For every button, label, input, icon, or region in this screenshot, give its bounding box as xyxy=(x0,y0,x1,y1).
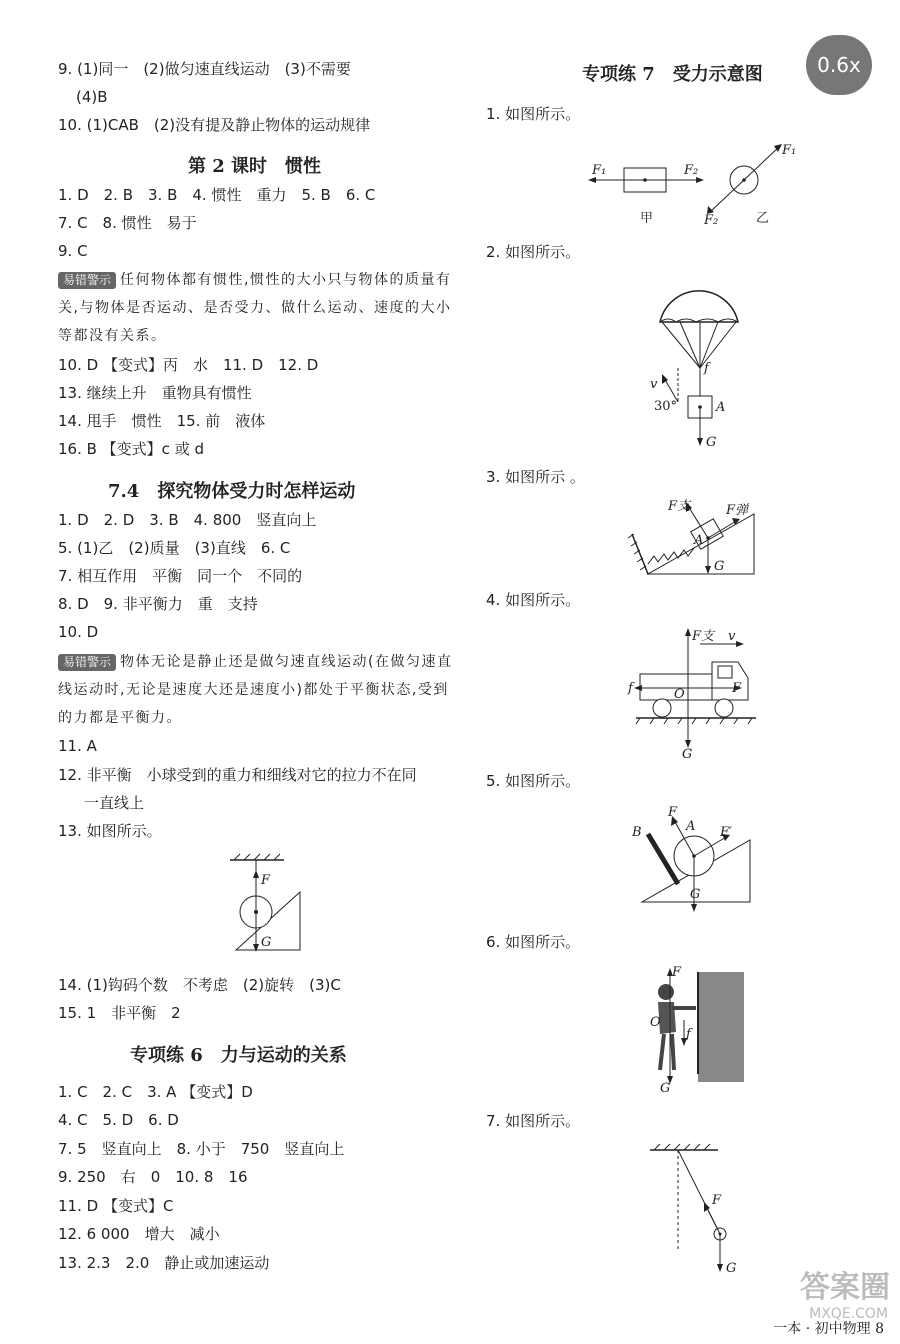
answer-line: 5. (1)乙 (2)质量 (3)直线 6. C xyxy=(58,539,291,557)
label-F-support: F支 xyxy=(668,499,691,514)
warning-badge: 易错警示 xyxy=(58,272,116,289)
label-yi: 乙 xyxy=(756,211,770,226)
watermark-url: MXQE.COM xyxy=(809,1306,888,1322)
label-A: A xyxy=(686,819,696,834)
answer-line: 8. D 9. 非平衡力 重 支持 xyxy=(58,595,258,613)
label-G: G xyxy=(660,1081,671,1096)
watermark-logo: 答案圈 xyxy=(800,1270,890,1305)
answer-line: 4. C 5. D 6. D xyxy=(58,1111,179,1129)
error-warning-note xyxy=(58,266,453,350)
label-F1: F₁ xyxy=(782,143,797,158)
figure-7-pendulum xyxy=(646,1140,756,1276)
label-angle: 30° xyxy=(654,399,678,414)
answer-line: 10. D 【变式】丙 水 11. D 12. D xyxy=(58,356,319,374)
answer-line: 2. 如图所示。 xyxy=(486,243,581,261)
answer-line: 11. A xyxy=(58,737,97,755)
label-G: G xyxy=(706,435,717,450)
label-G: G xyxy=(726,1261,737,1276)
note-text: 任何物体都有惯性,惯性的大小只与物体的质量有关,与物体是否运动、是否受力、做什么运动、速度的大小等都没有关系。 xyxy=(58,272,452,344)
label-F-support: F支 xyxy=(692,629,715,644)
label-F: F xyxy=(672,965,682,980)
label-F2: F₂ xyxy=(684,163,699,178)
label-F-spring: F弹 xyxy=(726,503,749,518)
answer-line: 15. 1 非平衡 2 xyxy=(58,1004,181,1022)
section-heading: 专项练 6 力与运动的关系 xyxy=(130,1045,347,1066)
answer-line: 13. 2.3 2.0 静止或加速运动 xyxy=(58,1254,270,1272)
error-warning-note xyxy=(58,648,453,732)
label-A: A xyxy=(694,533,704,548)
figure-4-truck xyxy=(620,622,760,758)
answer-line: (4)B xyxy=(76,88,108,106)
label-G: G xyxy=(261,935,272,950)
playback-speed-badge[interactable]: 0.6x xyxy=(806,35,872,95)
answer-line: 14. (1)钩码个数 不考虑 (2)旋转 (3)C xyxy=(58,976,341,994)
label-v: v xyxy=(650,377,658,392)
answer-line: 4. 如图所示。 xyxy=(486,591,581,609)
answer-line: 7. C 8. 惯性 易于 xyxy=(58,214,197,232)
answer-line: 9. 250 右 0 10. 8 16 xyxy=(58,1168,248,1186)
answer-line: 3. 如图所示 。 xyxy=(486,468,585,486)
answer-line: 7. 相互作用 平衡 同一个 不同的 xyxy=(58,567,303,585)
answer-line: 13. 如图所示。 xyxy=(58,822,162,840)
section-heading: 第 2 课时 惯性 xyxy=(188,156,322,177)
answer-line: 10. D xyxy=(58,623,99,641)
answer-line: 1. D 2. B 3. B 4. 惯性 重力 5. B 6. C xyxy=(58,186,376,204)
label-F1: F₁ xyxy=(592,163,607,178)
answer-line: 12. 6 000 增大 减小 xyxy=(58,1225,220,1243)
answer-line: 一直线上 xyxy=(84,794,145,812)
label-F: F xyxy=(668,805,678,820)
label-G: G xyxy=(682,747,693,758)
figure-3-spring-incline xyxy=(624,494,774,580)
label-jia: 甲 xyxy=(640,211,654,226)
figure-6-person-wall xyxy=(636,962,748,1098)
label-G: G xyxy=(690,887,701,902)
ball-incline-figure xyxy=(226,852,306,958)
answer-line: 11. D 【变式】C xyxy=(58,1197,174,1215)
answer-line: 16. B 【变式】c 或 d xyxy=(58,440,204,458)
note-text: 物体无论是静止还是做匀速直线运动(在做匀速直线运动时,无论是速度大还是速度小)都处于平衡状态,受到的力都是平衡力。 xyxy=(58,654,453,726)
answer-line: 14. 甩手 惯性 15. 前 液体 xyxy=(58,412,266,430)
label-O: O xyxy=(674,687,685,702)
answer-line: 6. 如图所示。 xyxy=(486,933,581,951)
answer-line: 5. 如图所示。 xyxy=(486,772,581,790)
answer-line: 7. 5 竖直向上 8. 小于 750 竖直向上 xyxy=(58,1140,345,1158)
answer-line: 1. C 2. C 3. A 【变式】D xyxy=(58,1083,253,1101)
answer-line: 1. D 2. D 3. B 4. 800 竖直向上 xyxy=(58,511,317,529)
answer-line: 7. 如图所示。 xyxy=(486,1112,581,1130)
section-heading: 专项练 7 受力示意图 xyxy=(582,64,763,85)
figure-5-ball-board xyxy=(630,800,760,912)
label-F-prime: F′ xyxy=(720,825,732,840)
figure-1 xyxy=(586,140,806,230)
label-f: f xyxy=(704,361,709,376)
section-heading: 7.4 探究物体受力时怎样运动 xyxy=(108,481,356,502)
label-F: F xyxy=(732,681,742,696)
label-f: f xyxy=(686,1027,691,1042)
label-O: O xyxy=(650,1015,661,1030)
label-F: F xyxy=(712,1193,722,1208)
label-F: F xyxy=(261,873,271,888)
label-A: A xyxy=(716,400,726,415)
label-B: B xyxy=(632,825,642,840)
answer-line: 12. 非平衡 小球受到的重力和细线对它的拉力不在同 xyxy=(58,766,417,784)
label-f: f xyxy=(628,681,633,696)
answer-line: 13. 继续上升 重物具有惯性 xyxy=(58,384,252,402)
label-v: v xyxy=(728,629,736,644)
label-G: G xyxy=(714,559,725,574)
warning-badge: 易错警示 xyxy=(58,654,116,671)
page-footer: 一本 · 初中物理 8 xyxy=(773,1321,884,1337)
figure-2-parachute xyxy=(640,272,750,452)
answer-line: 10. (1)CAB (2)没有提及静止物体的运动规律 xyxy=(58,116,371,134)
answer-line: 1. 如图所示。 xyxy=(486,105,581,123)
answer-line: 9. C xyxy=(58,242,88,260)
answer-line: 9. (1)同一 (2)做匀速直线运动 (3)不需要 xyxy=(58,60,351,78)
label-F2: F₂ xyxy=(704,213,719,228)
